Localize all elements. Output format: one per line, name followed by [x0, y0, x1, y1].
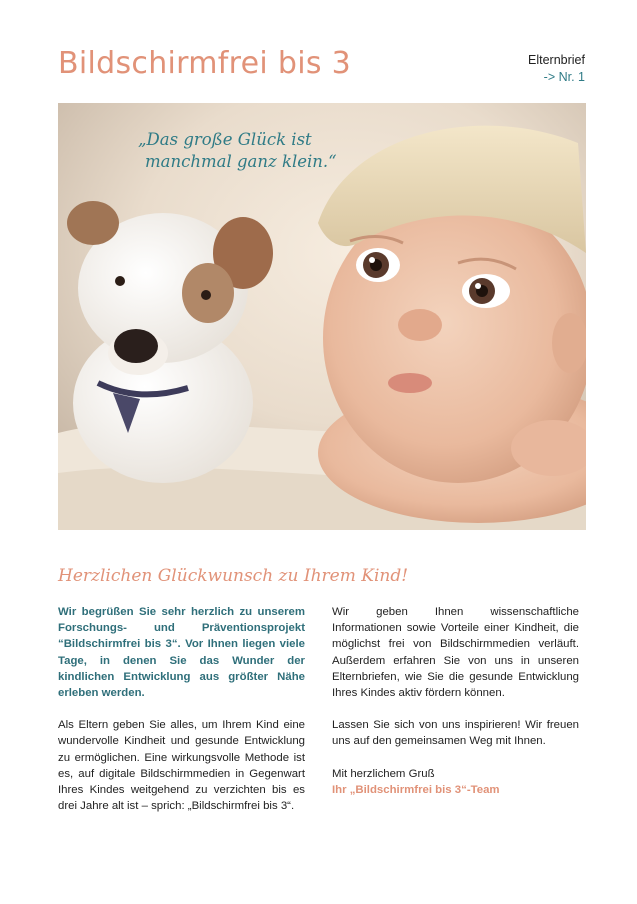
intro-paragraph: Wir begrüßen Sie sehr herzlich zu unserem Forschungs- und Präventionsprojekt “Bildschirmfrei bis 3“. Vor Ihnen liegen viele Tage, in denen Sie das Wunder der kindlichen Entwicklung aus größter Nähe erleben werden. — [58, 606, 305, 700]
closing-text: Mit herzlichem Gruß — [332, 767, 435, 780]
issue-info — [528, 52, 585, 86]
quote-line-2: manchmal ganz klein.“ — [145, 152, 337, 171]
newsletter-title: Bildschirmfrei bis 3 — [58, 46, 351, 81]
column-left — [58, 604, 305, 830]
issue-label: Elternbrief — [528, 53, 585, 67]
column-right — [332, 604, 579, 798]
paragraph-3: Wir geben Ihnen wissenschaftliche Informationen sowie Vorteile einer Kindheit, die möglichst frei von Bildschirmmedien verläuft. Außerdem erfahren Sie von uns in unseren Elternbriefen, wie Sie die gesunde Entwicklung Ihres Kindes aktiv fördern können. — [332, 606, 579, 700]
paragraph-2: Als Eltern geben Sie alles, um Ihrem Kind eine wundervolle Kindheit und gesunde Entwicklung zu ermöglichen. Eine wirkungsvolle Methode ist es, auf digitale Bildschirmmedien in Gegenwart Ihres Kindes weitgehend zu verzichten bis es drei Jahre alt ist – sprich: „Bildschirmfrei bis 3“. — [58, 719, 305, 813]
issue-number: -> Nr. 1 — [543, 70, 585, 84]
article-heading: Herzlichen Glückwunsch zu Ihrem Kind! — [58, 566, 409, 586]
signature: Ihr „Bildschirmfrei bis 3“-Team — [332, 783, 500, 796]
hero-photo — [58, 103, 586, 530]
paragraph-4: Lassen Sie sich von uns inspirieren! Wir freuen uns auf den gemeinsamen Weg mit Ihnen. — [332, 719, 579, 748]
photo-quote — [58, 129, 586, 179]
quote-line-1: „Das große Glück ist — [138, 130, 312, 149]
